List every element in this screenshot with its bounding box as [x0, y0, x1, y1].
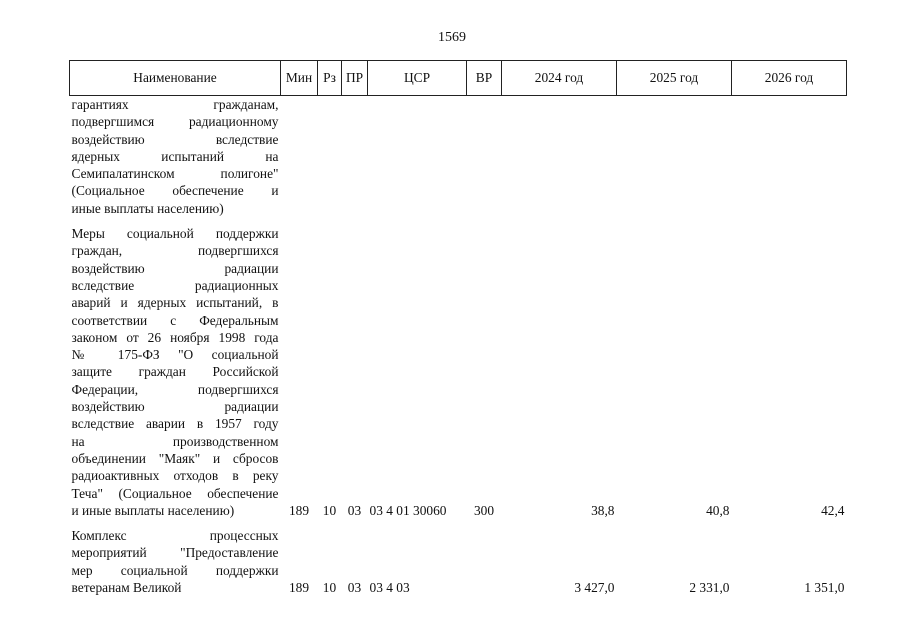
cell-y2025: 40,8	[706, 502, 730, 518]
page-number: 1569	[438, 30, 466, 45]
cell-min: 189	[288, 502, 310, 518]
row-name-line: ветеранам Великой	[71, 580, 182, 596]
row-name-line: на производственном	[71, 433, 279, 449]
cell-y2025: 2 331,0	[689, 580, 730, 596]
row-name	[70, 225, 281, 519]
row-name-line: защите граждан Российской	[71, 364, 279, 380]
cell-rz: 10	[322, 580, 337, 596]
cell-pr: 03	[347, 502, 362, 518]
row-name-line: ядерных испытаний на	[71, 148, 279, 164]
cell-y2026: 1 351,0	[804, 580, 845, 596]
header-2025: 2025 год	[617, 61, 732, 96]
header-csr: ЦСР	[368, 61, 467, 96]
cell-vr	[467, 96, 502, 218]
table-row	[70, 225, 847, 519]
cell-y2025	[617, 96, 732, 218]
row-name-line: воздействию вследствие	[71, 131, 279, 147]
cell-pr: 03	[347, 580, 362, 596]
row-name-line: аварий и ядерных испытаний, в	[71, 295, 279, 311]
row-name-line: гарантиях гражданам,	[71, 97, 279, 112]
table-row	[70, 96, 847, 218]
row-name-line: мер социальной поддержки	[71, 562, 279, 578]
header-pr: ПР	[342, 61, 368, 96]
cell-csr	[368, 96, 467, 218]
row-spacer-cell	[70, 519, 847, 527]
row-name-line: Меры социальной поддержки	[71, 226, 279, 242]
cell-y2024: 38,8	[591, 502, 615, 518]
cell-csr: 03 4 01 30060	[369, 502, 447, 518]
row-name-line: подвергшимся радиационному	[71, 114, 279, 130]
row-spacer	[70, 217, 847, 225]
header-rz: Рз	[318, 61, 342, 96]
row-name-line: Теча" (Социальное обеспечение	[71, 485, 279, 501]
row-name-line: законом от 26 ноября 1998 года	[71, 329, 279, 345]
row-spacer	[70, 519, 847, 527]
cell-vr	[467, 527, 502, 596]
cell-min	[281, 96, 318, 218]
cell-min: 189	[288, 580, 310, 596]
budget-table	[69, 60, 847, 596]
cell-y2024	[502, 96, 617, 218]
row-name-line: Семипалатинском полигоне"	[71, 166, 279, 182]
row-name	[70, 527, 281, 596]
header-2026: 2026 год	[732, 61, 847, 96]
table-header	[70, 61, 847, 96]
row-name-line: мероприятий "Предоставление	[71, 545, 279, 561]
header-name: Наименование	[70, 61, 281, 96]
row-name-line: воздействию радиации	[71, 260, 279, 276]
row-name-line: № 175-ФЗ "О социальной	[71, 347, 279, 363]
cell-csr: 03 4 03	[369, 580, 410, 596]
row-name-line: (Социальное обеспечение и	[71, 183, 279, 199]
row-name-line: Комплекс процессных	[71, 528, 279, 544]
cell-y2024: 3 427,0	[574, 580, 615, 596]
row-name-line: вследствие аварии в 1957 году	[71, 416, 279, 432]
row-name-line: граждан, подвергшихся	[71, 243, 279, 259]
row-name-line: иные выплаты населению)	[71, 200, 224, 216]
row-name-line: Федерации, подвергшихся	[71, 381, 279, 397]
row-name-line: вследствие радиационных	[71, 277, 279, 293]
row-name-line: объединении "Маяк" и сбросов	[71, 450, 279, 466]
table-row	[70, 527, 847, 596]
header-vr: ВР	[467, 61, 502, 96]
header-2024: 2024 год	[502, 61, 617, 96]
row-name-line: и иные выплаты населению)	[71, 502, 235, 518]
cell-vr: 300	[473, 502, 495, 518]
cell-pr	[342, 96, 368, 218]
table-body	[70, 96, 847, 597]
row-name-line: соответствии с Федеральным	[71, 312, 279, 328]
row-spacer-cell	[70, 217, 847, 225]
header-min: Мин	[281, 61, 318, 96]
row-name-line: воздействию радиации	[71, 399, 279, 415]
cell-rz	[318, 96, 342, 218]
cell-y2026	[732, 96, 847, 218]
cell-y2026: 42,4	[821, 502, 845, 518]
row-name-line: радиоактивных отходов в реку	[71, 468, 279, 484]
row-name	[70, 96, 281, 218]
cell-rz: 10	[322, 502, 337, 518]
